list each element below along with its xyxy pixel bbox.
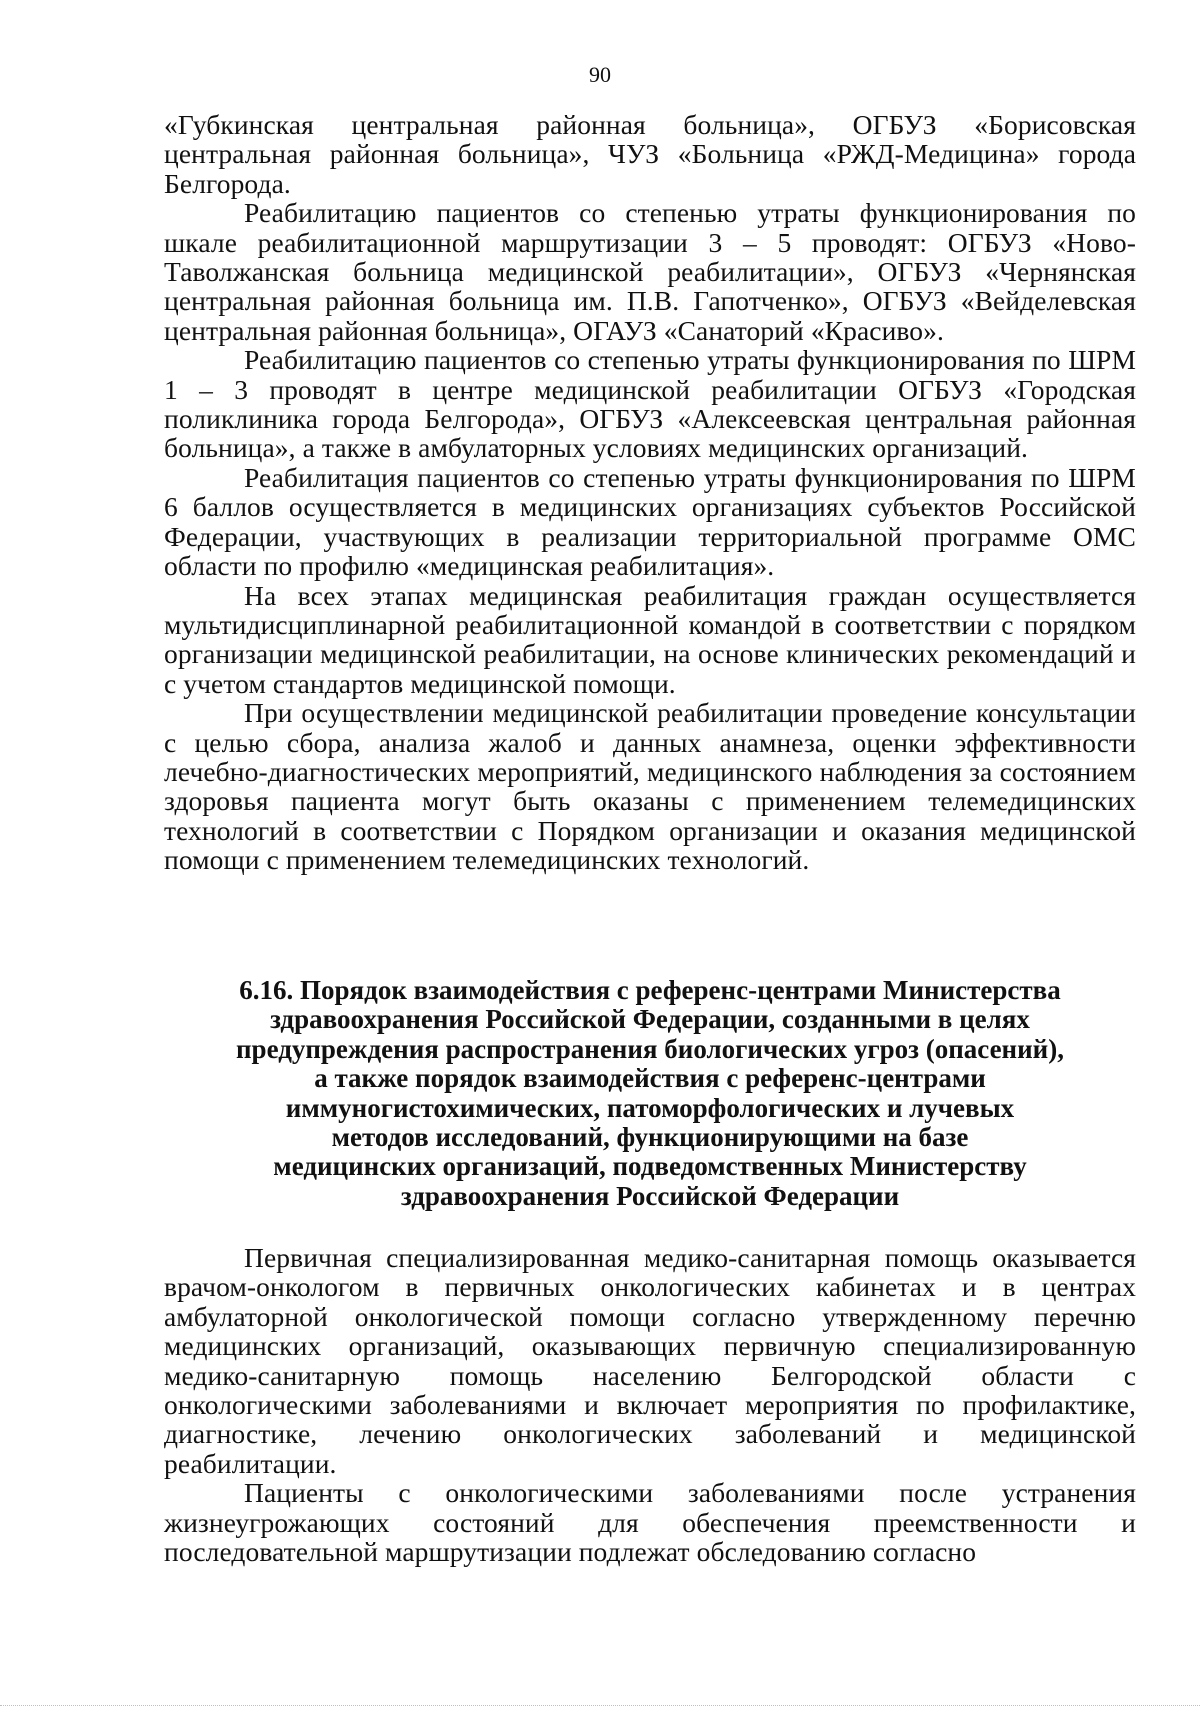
paragraph: При осуществлении медицинской реабилитации проведение консультации с целью сбора, анализа жалоб и данных анамнеза, оценки эффективности лечебно-диагностических мероприятий, медицинского наблюдения за состоянием здоровья пациента могут быть оказаны с применением телемедицинских технологий в соответствии с Порядком организации и оказания медицинской помощи с применением телемедицинских технологий. [164,697,1136,876]
paragraph: Реабилитация пациентов со степенью утраты функционирования по ШРМ 6 баллов осуществляется в медицинских организациях субъектов Российской Федерации, участвующих в реализации территориальной программе ОМС области по профилю «медицинская реабилитация». [164,461,1136,582]
section-heading [164,976,1136,1211]
heading-line: здравоохранения Российской Федерации [400,1180,900,1211]
text-block-bottom [164,1243,1136,1566]
paragraph: Реабилитацию пациентов со степенью утраты функционирования по ШРМ 1 – 3 проводят в центре медицинской реабилитации ОГБУЗ «Городская поликлиника города Белгорода», ОГБУЗ «Алексеевская центральная районная больница», а также в амбулаторных условиях медицинских организаций. [164,344,1136,464]
paragraph: На всех этапах медицинская реабилитация граждан осуществляется мультидисциплинарной реабилитационной командой в соответствии с порядком организации медицинской реабилитации, на основе клинических рекомендаций и с учетом стандартов медицинской помощи. [164,579,1136,699]
heading-line: иммуногистохимических, патоморфологических и лучевых [285,1092,1015,1123]
scan-edge-divider [0,1705,1200,1707]
heading-line: здравоохранения Российской Федерации, созданными в целях [270,1004,1030,1035]
heading-line: предупреждения распространения биологических угроз (опасений), [236,1033,1064,1064]
heading-line: 6.16. Порядок взаимодействия с референс-центрами Министерства [239,975,1061,1005]
page-number: 90 [589,62,611,87]
paragraph: Реабилитацию пациентов со степенью утраты функционирования по шкале реабилитационной маршрутизации 3 – 5 проводят: ОГБУЗ «Ново-Таволжанская больница медицинской реабилитации», ОГБУЗ «Чернянская центральная районная больница им. П.В. Гапотченко», ОГБУЗ «Вейделевская центральная районная больница», ОГАУЗ «Санаторий «Красиво». [164,197,1136,346]
heading-line: методов исследований, функционирующими на базе [331,1122,969,1153]
paragraph: Первичная специализированная медико-санитарная помощь оказывается врачом-онкологом в первичных онкологических кабинетах и в центрах амбулаторной онкологической помощи согласно утвержденному перечню медицинских организаций, оказывающих первичную специализированную медико-санитарную помощь населению Белгородской области с онкологическими заболеваниями и включает мероприятия по профилактике, диагностике, лечению онкологических заболеваний и медицинской реабилитации. [164,1242,1136,1479]
heading-line: а также порядок взаимодействия с референс-центрами [314,1063,986,1094]
paragraph: Пациенты с онкологическими заболеваниями после устранения жизнеугрожающих состояний для обеспечения преемственности и последовательной маршрутизации подлежат обследованию согласно [164,1477,1136,1568]
heading-line: медицинских организаций, подведомственных Министерству [273,1151,1027,1182]
text-block-top [164,110,1136,875]
paragraph: «Губкинская центральная районная больница», ОГБУЗ «Борисовская центральная районная больница», ЧУЗ «Больница «РЖД-Медицина» города Белгорода. [164,109,1136,199]
